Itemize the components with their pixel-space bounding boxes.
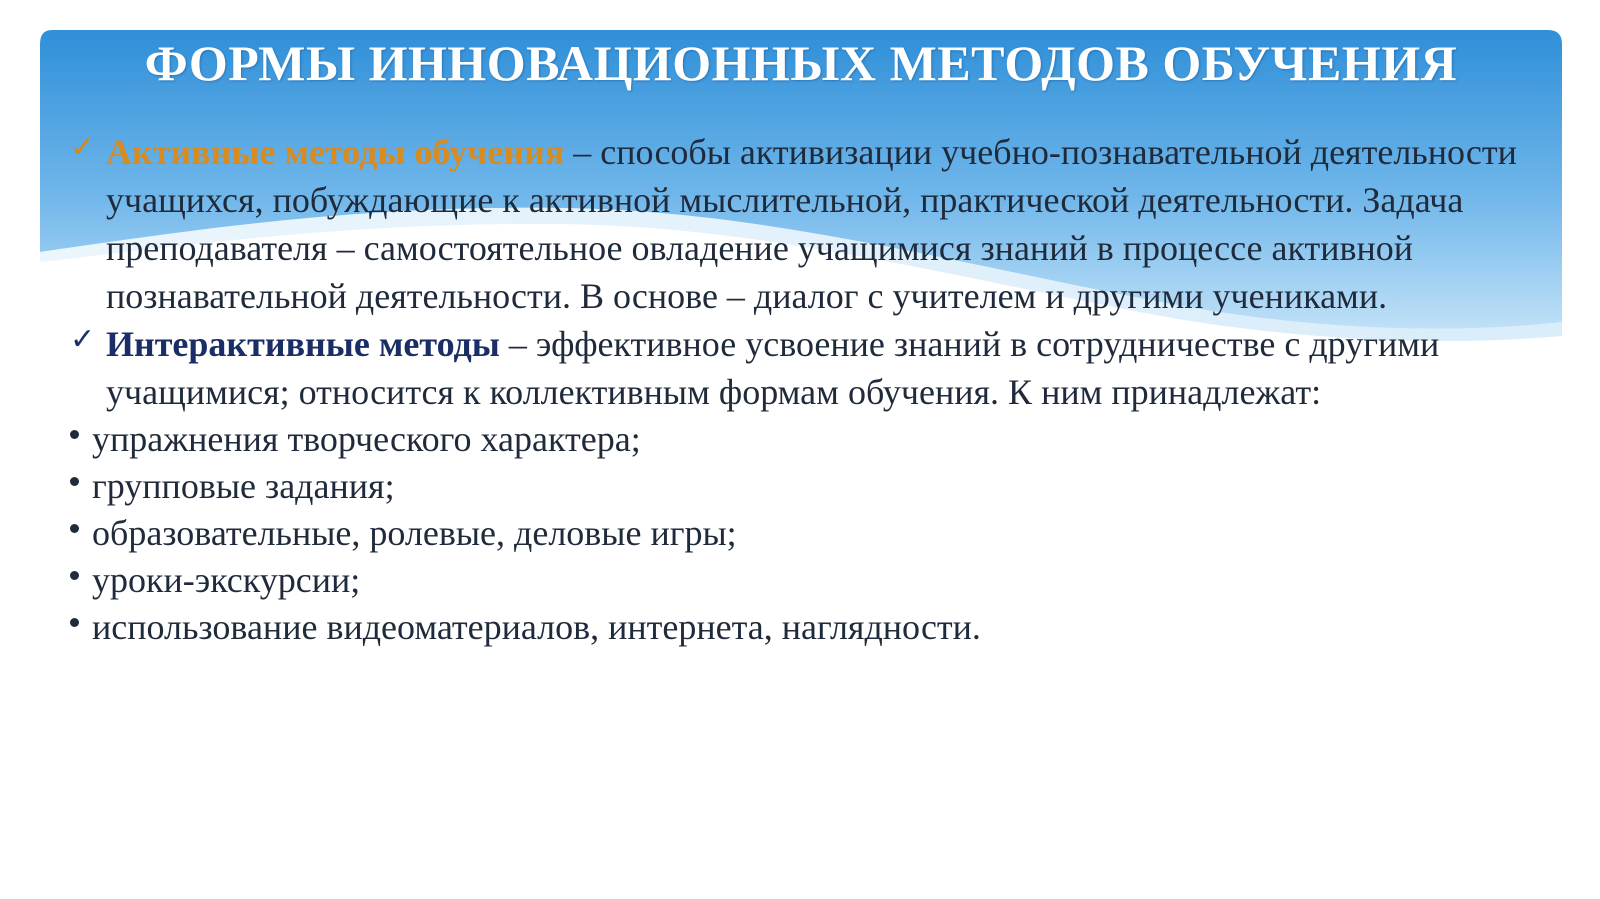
bullet-icon: [70, 618, 79, 627]
active-methods-item: [66, 128, 1596, 320]
interactive-methods-item: [66, 320, 1596, 416]
interactive-methods-definition: – эффективное усвоение знаний в сотрудничестве с другими учащимися; относится к коллективным формам обучения. К ним принадлежат:: [106, 324, 1440, 412]
slide-title: ФОРМЫ ИННОВАЦИОННЫХ МЕТОДОВ ОБУЧЕНИЯ: [144, 35, 1458, 91]
checkmark-icon: ✓: [70, 130, 96, 165]
list-item: уроки-экскурсии;: [66, 557, 1596, 604]
list-item: использование видеоматериалов, интернета, наглядности.: [66, 604, 1596, 651]
active-methods-term: Активные методы обучения: [106, 132, 565, 172]
interactive-methods-term: Интерактивные методы: [106, 324, 500, 364]
bullet-icon: [70, 571, 79, 580]
list-item: упражнения творческого характера;: [66, 416, 1596, 463]
list-item: образовательные, ролевые, деловые игры;: [66, 510, 1596, 557]
bullet-list: [66, 416, 1596, 651]
bullet-icon: [70, 430, 79, 439]
active-methods-definition: – способы активизации учебно-познавательной деятельности учащихся, побуждающие к активной мыслительной, практической деятельности. Задача преподавателя – самостоятельное овладение учащимися знаний в процессе активной познавательной деятельности. В основе – диалог с учителем и другими учениками.: [106, 132, 1517, 316]
list-item: групповые задания;: [66, 463, 1596, 510]
bullet-icon: [70, 477, 79, 486]
checkmark-icon: ✓: [70, 322, 96, 357]
slide-content: [66, 128, 1596, 651]
bullet-icon: [70, 524, 79, 533]
